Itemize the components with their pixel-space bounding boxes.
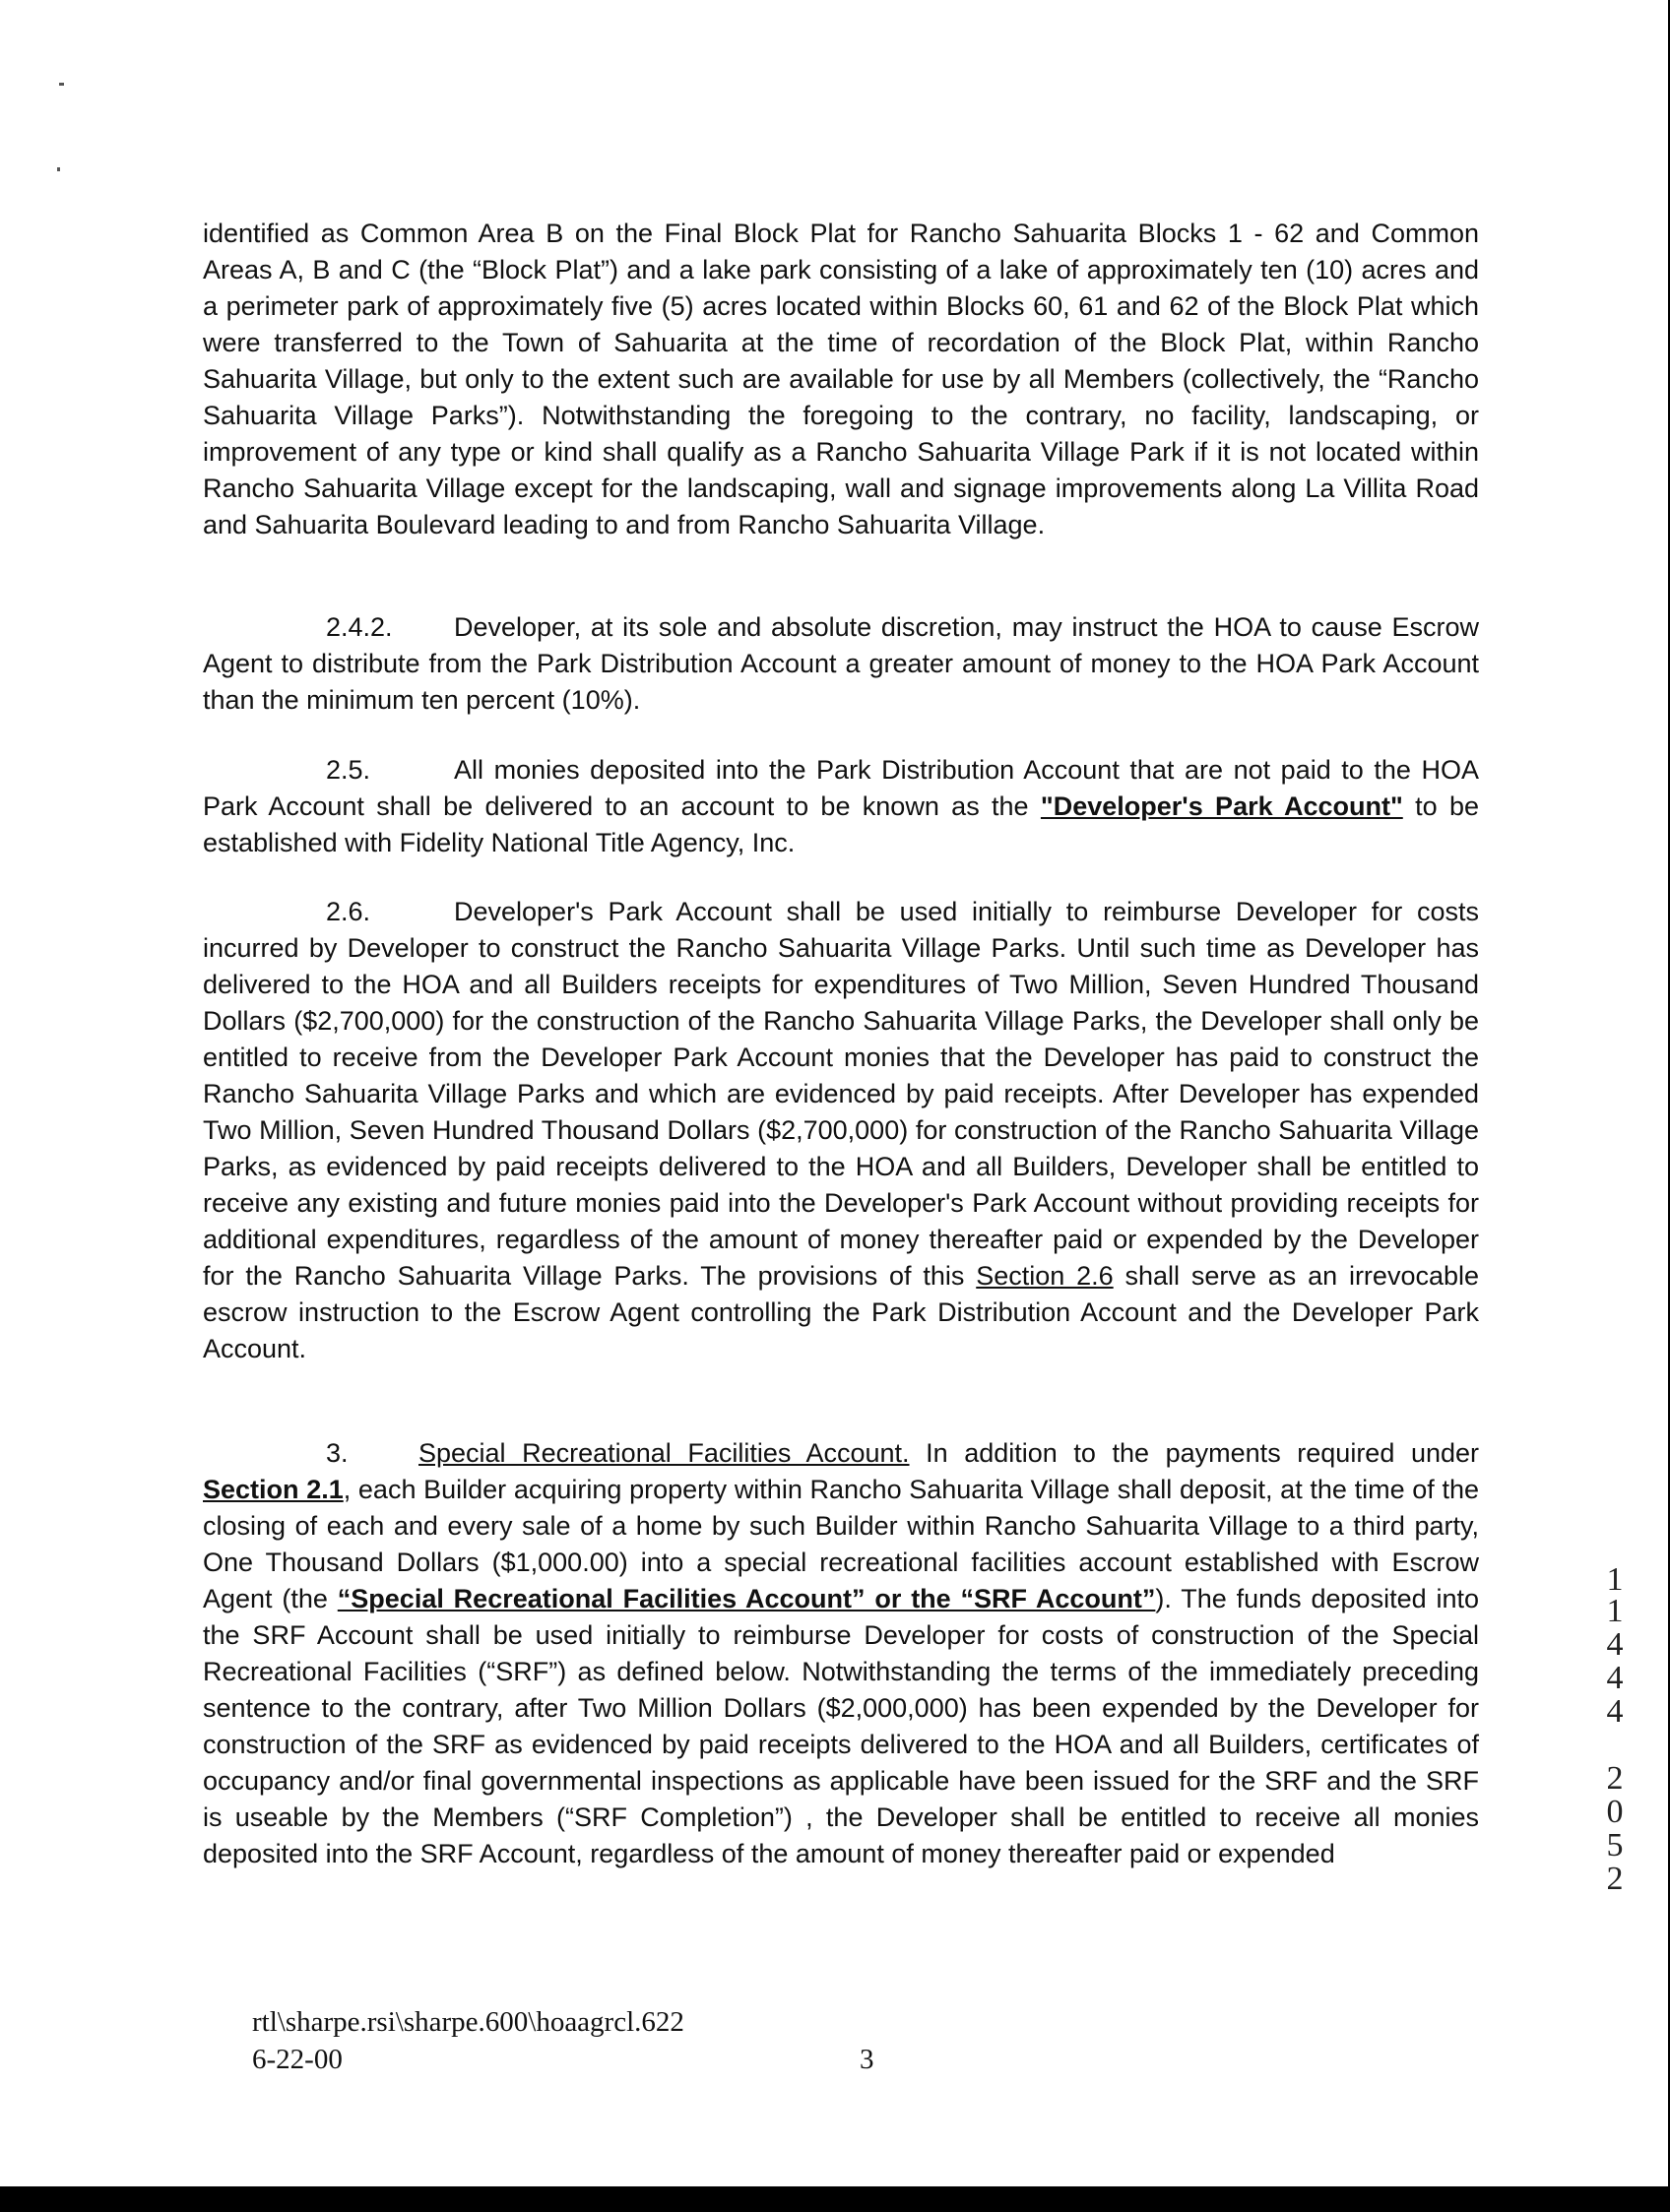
paragraph-text: Developer, at its sole and absolute discretion, may instruct the HOA to cause Escrow Agent to distribute from the Park Distribution Account a greater amount of money to the HOA Park Account than the minimum ten percent (10%). — [203, 612, 1479, 715]
section-number: 2.5. — [326, 755, 371, 785]
section-reference: Section 2.1 — [203, 1475, 344, 1504]
paragraph-2-6 — [203, 894, 1479, 1367]
footer-date: 6-22-00 — [252, 2044, 343, 2075]
scan-edge-bottom — [0, 2186, 1670, 2212]
paragraph-2-5 — [203, 752, 1479, 861]
paragraph-text: identified as Common Area B on the Final Block Plat for Rancho Sahuarita Blocks 1 - 62 and Common Areas A, B and C (the “Block Plat”) and a lake park consisting of a lake of approximately ten (10) acres and a perimeter park of approximately five (5) acres located within Blocks 60, 61 and 62 of the Block Plat which were transferred to the Town of Sahuarita at the time of recordation of the Block Plat, within Rancho Sahuarita Village, but only to the extent such are available for use by all Members (collectively, the “Rancho Sahuarita Village Parks”). Notwithstanding the foregoing to the contrary, no facility, landscaping, or improvement of any type or kind shall qualify as a Rancho Sahuarita Village Park if it is not located within Rancho Sahuarita Village except for the landscaping, wall and signage improvements along La Villita Road and Sahuarita Boulevard leading to and from Rancho Sahuarita Village. — [203, 219, 1479, 539]
paragraph-text: Developer's Park Account shall be used initially to reimburse Developer for costs incurred by Developer to construct the Rancho Sahuarita Village Parks. Until such time as Developer has delivered to the HOA and all Builders receipts for expenditures of Two Million, Seven Hundred Thousand Dollars ($2,700,000) for the construction of the Rancho Sahuarita Village Parks, the Developer shall only be entitled to receive from the Developer Park Account monies that the Developer has paid to construct the Rancho Sahuarita Village Parks and which are evidenced by paid receipts. After Developer has expended Two Million, Seven Hundred Thousand Dollars ($2,700,000) for construction of the Rancho Sahuarita Village Parks, as evidenced by paid receipts delivered to the HOA and all Builders, Developer shall be entitled to receive any existing and future monies paid into the Developer's Park Account without providing receipts for additional expenditures, regardless of the amount of money thereafter paid or expended by the Developer for the Rancho Sahuarita Village Parks. The provisions of this — [203, 897, 1479, 1291]
scan-mark — [59, 83, 64, 86]
defined-term: “Special Recreational Facilities Account” or the “SRF Account” — [337, 1584, 1156, 1613]
stamp-digit: 5 — [1606, 1827, 1624, 1864]
stamp-digit: 2 — [1606, 1861, 1624, 1897]
paragraph-parks-definition — [203, 216, 1479, 543]
stamp-digit: 4 — [1606, 1660, 1624, 1696]
stamp-digit: 2 — [1606, 1760, 1624, 1797]
page-number: 3 — [860, 2044, 874, 2075]
stamp-digit: 1 — [1606, 1561, 1624, 1598]
scan-mark — [57, 167, 60, 171]
section-number: 2.6. — [326, 897, 371, 926]
paragraph-text: All monies deposited into the Park Distribution Account that are not paid to the HOA Park Account shall be delivered to an account to be known as the — [203, 755, 1479, 821]
section-number: 2.4.2. — [326, 612, 393, 642]
stamp-digit: 0 — [1606, 1794, 1624, 1830]
stamp-digit: 1 — [1606, 1593, 1624, 1629]
section-reference: Section 2.6 — [976, 1261, 1114, 1291]
defined-term: "Developer's Park Account" — [1040, 791, 1403, 821]
paragraph-text: In addition to the payments required under — [909, 1438, 1479, 1468]
paragraph-3-srf-account — [203, 1435, 1479, 1872]
paragraph-text: shall serve as an irrevocable escrow instruction to the Escrow Agent controlling the Park Distribution Account and the Developer Park Account. — [203, 1261, 1480, 1363]
section-number: 3. — [326, 1438, 349, 1468]
footer-file-path: rtl\sharpe.rsi\sharpe.600\hoaagrcl.622 — [252, 2006, 684, 2038]
stamp-digit: 4 — [1606, 1693, 1624, 1730]
section-heading: Special Recreational Facilities Account. — [418, 1438, 910, 1468]
stamp-digit: 4 — [1606, 1626, 1624, 1663]
paragraph-text: to be established with Fidelity National Title Agency, Inc. — [203, 791, 1479, 857]
paragraph-text: ). The funds deposited into the SRF Account shall be used initially to reimburse Developer for costs of construction of the Special Recreational Facilities (“SRF”) as defined below. Notwithstanding the terms of the immediately preceding sentence to the contrary, after Two Million Dollars ($2,000,000) has been expended by the Developer for construction of the SRF as evidenced by paid receipts delivered to the HOA and all Builders, certificates of occupancy and/or final governmental inspections as applicable have been issued for the SRF and the SRF is useable by the Members (“SRF Completion”) , the Developer shall be entitled to receive all monies deposited into the SRF Account, regardless of the amount of money thereafter paid or expended — [203, 1584, 1479, 1868]
paragraph-2-4-2 — [203, 609, 1479, 719]
paragraph-text: , each Builder acquiring property within Rancho Sahuarita Village shall deposit, at the time of the closing of each and every sale of a home by such Builder within Rancho Sahuarita Village to a third party, One Thousand Dollars ($1,000.00) into a special recreational facilities account established with Escrow Agent (the — [203, 1475, 1479, 1613]
